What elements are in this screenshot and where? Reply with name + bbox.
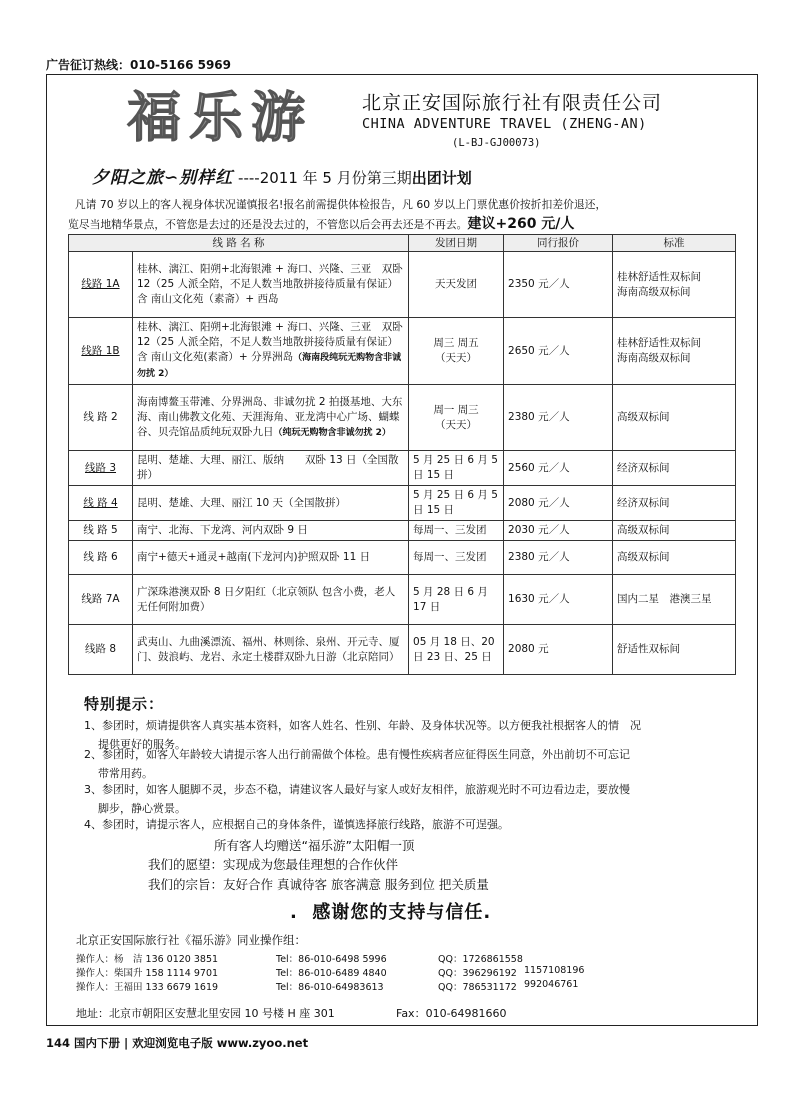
route-desc [133,385,409,451]
route-desc [133,625,409,675]
route-name: 线路 3 [69,451,133,486]
route-standard: 舒适性双标间 [613,625,736,675]
route-desc-text: 广深珠港澳双卧 8 日夕阳红（北京领队 包含小费，老人无任何附加费） [137,585,396,613]
route-price: 2560 元／人 [504,451,613,486]
route-price: 1630 元／人 [504,575,613,625]
route-date: 天天发团 [409,252,504,318]
tip-line: 脚步，静心赏景。 [98,802,186,815]
route-standard: 国内二星 港澳三星 [613,575,736,625]
route-desc-text: 昆明、楚雄、大理、丽江、版纳 双卧 13 日（全国散拼） [137,454,399,481]
ad-hotline: 广告征订热线：010-5166 5969 [46,58,232,72]
route-date: 周三 周五 （天天） [409,318,504,385]
table-row [69,451,736,486]
route-standard: 桂林舒适性双标间 海南高级双标间 [613,318,736,385]
route-desc-text: 武夷山、九曲溪漂流、福州、林则徐、泉州、开元寺、厦门、鼓浪屿、龙岩、永定土楼群双卧九日游（北京陪同） [137,635,400,663]
route-name: 线 路 4 [69,486,133,521]
route-standard: 桂林舒适性双标间 海南高级双标间 [613,252,736,318]
route-date: 5 月 25 日 6 月 5 日 15 日 [409,486,504,521]
route-desc-text: 桂林、漓江、阳朔+北海银滩 + 海口、兴隆、三亚 双卧 12（25 人派全陪，不足人数当地散拼接待质量有保证）含 南山文化苑(素斋）+ 分界洲岛 [137,321,403,363]
operator-qq: QQ：396296192 [438,968,517,979]
intro-line-2: 览尽当地精华景点，不管您是去过的还是没去过的，不管您以后会再去还是不再去。建议+260 元/人 [68,216,575,232]
route-date: 5 月 28 日 6 月 17 日 [409,575,504,625]
plan-title [92,163,472,188]
route-date: 周一 周三 （天天） [409,385,504,451]
suggest-price: 建议+260 元/人 [467,216,575,232]
intro-line-1: 凡请 70 岁以上的客人视身体状况谨慎报名!报名前需提供体检报告，凡 60 岁以上门票优惠价按折扣差价退还， [74,198,607,211]
plan-period: 2011 年 5 月份第三期 [259,169,412,187]
route-name: 线 路 2 [69,385,133,451]
route-standard: 高级双标间 [613,541,736,575]
route-desc-text: 桂林、漓江、阳朔+北海银滩 + 海口、兴隆、三亚 双卧 12（25 人派全陪，不足人数当地散拼接待质量有保证）含 南山文化苑（素斋）+ 西岛 [137,263,403,305]
gift-text: 所有客人均赠送“福乐游”太阳帽一顶 [214,838,415,853]
route-standard: 经济双标间 [613,486,736,521]
operator-name: 操作人：柴国升 158 1114 9701 [76,968,219,979]
tip-line: 2、参团时，如客人年龄较大请提示客人出行前需做个体检。患有慢性疾病者应征得医生同意，外出前切不可忘记 [84,748,630,761]
route-desc [133,451,409,486]
route-date: 5 月 25 日 6 月 5 日 15 日 [409,451,504,486]
route-desc [133,318,409,385]
route-name: 线路 8 [69,625,133,675]
table-row [69,625,736,675]
route-date: 每周一、三发团 [409,521,504,541]
table-header-row [69,235,736,252]
header-route: 线 路 名 称 [69,235,409,252]
address: 地址：北京市朝阳区安慧北里安园 10 号楼 H 座 301 [76,1007,335,1020]
table-row [69,541,736,575]
table-row [69,385,736,451]
operator-qq2: 1157108196 [524,965,585,976]
company-name-en: CHINA ADVENTURE TRAVEL (ZHENG-AN) [362,116,647,132]
tip-line: 带常用药。 [98,767,153,780]
title-dashes: ---- [238,169,260,187]
route-name: 线路 1A [69,252,133,318]
route-desc [133,521,409,541]
table-row [69,252,736,318]
route-date: 每周一、三发团 [409,541,504,575]
route-note: （纯玩无购物含非诚勿扰 2） [273,427,391,438]
route-table [68,234,736,675]
route-price: 2380 元／人 [504,385,613,451]
table-row [69,521,736,541]
route-price: 2030 元／人 [504,521,613,541]
tenet-text: 我们的宗旨：友好合作 真诚待客 旅客满意 服务到位 把关质量 [148,877,489,892]
route-price: 2350 元／人 [504,252,613,318]
route-desc-text: 南宁+德天+通灵+越南(下龙河内)护照双卧 11 日 [137,551,371,563]
operators-title: 北京正安国际旅行社《福乐游》同业操作组： [76,933,306,947]
operator-tel: Tel：86-010-6498 5996 [276,954,387,965]
tip-line: 3、参团时，如客人腿脚不灵，步态不稳，请建议客人最好与家人或好友相伴，旅游观光时不可边看边走，要放慢 [84,783,630,796]
operator-tel: Tel：86-010-6489 4840 [276,968,387,979]
table-row [69,318,736,385]
operator-name: 操作人：杨 洁 136 0120 3851 [76,954,219,965]
operator-qq2: 992046761 [524,979,579,990]
company-name-cn: 北京正安国际旅行社有限责任公司 [362,92,663,114]
special-tip [84,745,734,783]
wish-text: 我们的愿望：实现成为您最佳理想的合作伙伴 [148,857,399,872]
special-tips-title: 特别提示： [84,695,165,713]
table-row [69,575,736,625]
thanks-text: . 感谢您的支持与信任. [290,902,492,923]
operator-qq: QQ：1726861558 [438,954,523,965]
route-name: 线 路 6 [69,541,133,575]
route-desc [133,541,409,575]
svg-text:福乐游: 福乐游 [127,85,313,148]
tip-line: 4、参团时，请提示客人，应根据自己的身体条件，谨慎选择旅行线路，旅游不可逞强。 [84,818,509,831]
route-price: 2650 元／人 [504,318,613,385]
route-date: 05 月 18 日、20 日 23 日、25 日 [409,625,504,675]
route-note: （海南段纯玩无购物含非诚勿扰 2） [137,353,402,379]
route-standard: 高级双标间 [613,385,736,451]
fax: Fax：010-64981660 [396,1007,507,1020]
header-price: 同行报价 [504,235,613,252]
tip-line: 提供更好的服务。 [98,738,186,751]
route-desc [133,252,409,318]
route-price: 2080 元／人 [504,486,613,521]
fuleyou-logo [100,82,340,148]
route-name: 线路 1B [69,318,133,385]
route-desc-text: 南宁、北海、下龙湾、河内双卧 9 日 [137,524,308,536]
special-tip [84,780,734,818]
route-standard: 经济双标间 [613,451,736,486]
route-price: 2080 元 [504,625,613,675]
special-tip [84,815,734,834]
route-desc [133,486,409,521]
operator-name: 操作人：王福田 133 6679 1619 [76,982,219,993]
operator-qq: QQ：786531172 [438,982,517,993]
plan-label: 出团计划 [411,169,472,187]
route-desc-text: 昆明、楚雄、大理、丽江 10 天（全国散拼） [137,496,347,509]
page-footer: 144 国内下册 | 欢迎浏览电子版 www.zyoo.net [46,1036,309,1050]
header-standard: 标准 [613,235,736,252]
table-row [69,486,736,521]
tip-line: 1、参团时，烦请提供客人真实基本资料，如客人姓名、性别、年龄、及身体状况等。以方便我社根据客人的情 况 [84,719,641,732]
route-desc-text: 海南博鳌玉带滩、分界洲岛、非诚勿扰 2 拍摄基地、大东海、南山佛教文化苑、天涯海角、亚龙湾中心广场、蝴蝶谷、贝壳馆品质纯玩双卧九日 [137,395,403,438]
header-date: 发团日期 [409,235,504,252]
route-standard: 高级双标间 [613,521,736,541]
company-license: (L-BJ-GJ00073) [452,137,541,149]
operator-tel: Tel：86-010-64983613 [276,982,384,993]
address-line [76,1005,507,1021]
route-name: 线 路 5 [69,521,133,541]
route-desc [133,575,409,625]
slogan: 夕阳之旅∽别样红 [92,168,234,188]
route-name: 线路 7A [69,575,133,625]
route-price: 2380 元／人 [504,541,613,575]
